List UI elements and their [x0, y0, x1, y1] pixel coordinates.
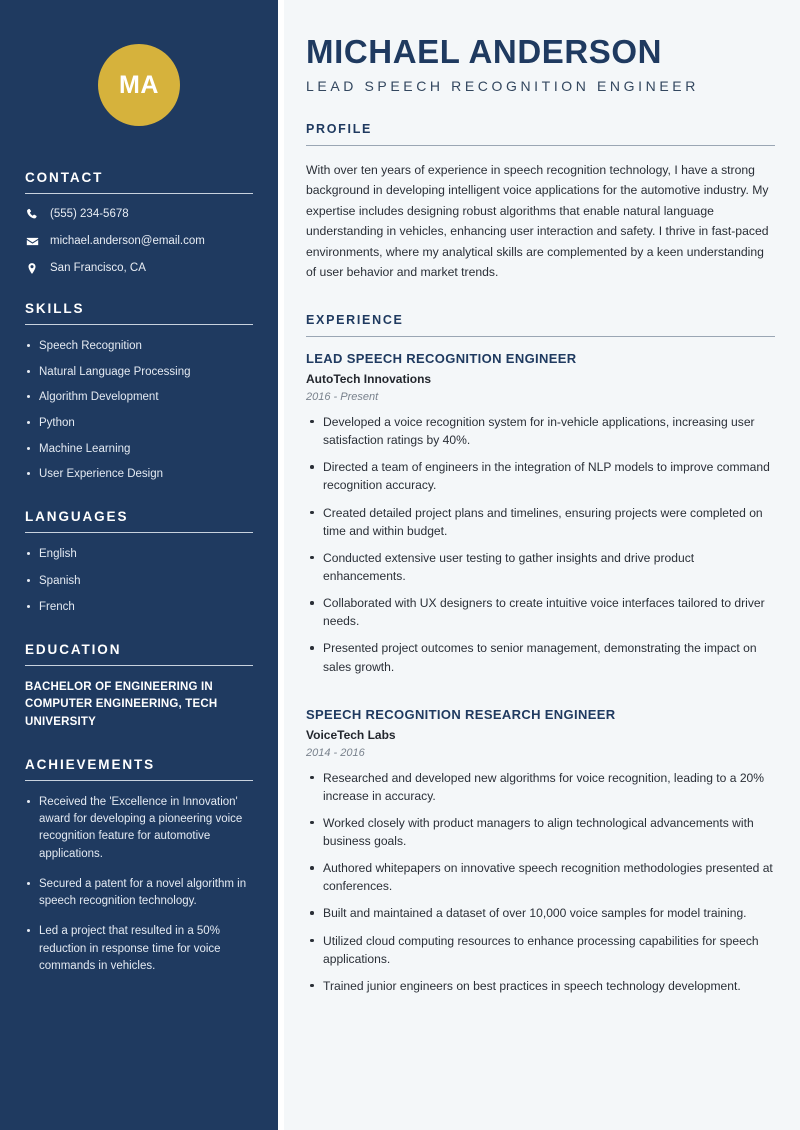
section-experience — [306, 313, 775, 995]
avatar-container — [25, 0, 253, 170]
contact-item-email[interactable] — [25, 234, 253, 248]
list-item: Python — [25, 415, 253, 432]
profile-heading: PROFILE — [306, 121, 373, 136]
avatar-initials: MA — [98, 44, 180, 126]
contact-item-phone[interactable] — [25, 207, 253, 221]
list-item: Spanish — [25, 573, 253, 590]
list-item: Trained junior engineers on best practices in speech technology development. — [306, 977, 775, 995]
profile-divider — [306, 145, 775, 146]
list-item: Secured a patent for a novel algorithm in speech recognition technology. — [25, 876, 253, 911]
list-item: Collaborated with UX designers to create intuitive voice interfaces tailored to driver needs. — [306, 594, 775, 630]
sidebar — [0, 0, 278, 1130]
list-item: User Experience Design — [25, 466, 253, 483]
experience-entry — [306, 707, 775, 995]
main-content — [278, 0, 800, 1130]
job-dates: 2014 - 2016 — [306, 746, 365, 759]
job-company: AutoTech Innovations — [306, 371, 432, 386]
skills-divider — [25, 324, 253, 325]
contact-email-value: michael.anderson@email.com — [50, 235, 205, 247]
list-item: Received the 'Excellence in Innovation' award for developing a pioneering voice recognition feature for automotive applications. — [25, 794, 253, 863]
job-bullets — [306, 769, 775, 995]
list-item: English — [25, 546, 253, 563]
job-bullets — [306, 413, 775, 676]
contact-divider — [25, 193, 253, 194]
map-pin-icon — [25, 261, 39, 275]
education-item: BACHELOR OF ENGINEERING IN COMPUTER ENGINEERING, TECH UNIVERSITY — [25, 681, 218, 728]
list-item: Algorithm Development — [25, 389, 253, 406]
education-divider — [25, 665, 253, 666]
list-item: Presented project outcomes to senior management, demonstrating the impact on sales growth. — [306, 639, 775, 675]
list-item: Natural Language Processing — [25, 364, 253, 381]
job-company: VoiceTech Labs — [306, 727, 396, 742]
envelope-icon — [25, 234, 39, 248]
list-item: Led a project that resulted in a 50% reduction in response time for voice commands in vehicles. — [25, 923, 253, 975]
contact-heading: CONTACT — [25, 170, 104, 185]
phone-icon — [25, 207, 39, 221]
profile-text: With over ten years of experience in speech recognition technology, I have a strong background in developing intelligent voice applications for the automotive industry. My expertise includes designing robust algorithms that enable natural language understanding in vehicles, enhancing user interaction and safety. I thrive in fast-paced environments, where my analytical skills are complemented by a keen understanding of user behavior and market trends. — [306, 162, 769, 280]
page-title: MICHAEL ANDERSON — [306, 33, 663, 70]
achievements-divider — [25, 780, 253, 781]
list-item: Conducted extensive user testing to gather insights and drive product enhancements. — [306, 549, 775, 585]
sidebar-section-contact — [25, 170, 253, 275]
list-item: Speech Recognition — [25, 338, 253, 355]
languages-heading: LANGUAGES — [25, 509, 129, 525]
skills-heading: SKILLS — [25, 301, 85, 316]
list-item: Researched and developed new algorithms for voice recognition, leading to a 20% increase in accuracy. — [306, 769, 775, 805]
languages-list — [25, 546, 253, 616]
experience-heading: EXPERIENCE — [306, 312, 404, 327]
sidebar-section-languages — [25, 509, 253, 616]
contact-location-value: San Francisco, CA — [50, 262, 146, 274]
list-item: Machine Learning — [25, 441, 253, 458]
list-item: Created detailed project plans and timelines, ensuring projects were completed on time and within budget. — [306, 504, 775, 540]
list-item: Utilized cloud computing resources to enhance processing capabilities for speech applications. — [306, 932, 775, 968]
section-profile — [306, 122, 775, 283]
contact-phone-value: (555) 234-5678 — [50, 208, 129, 220]
list-item: Authored whitepapers on innovative speech recognition methodologies presented at conferences. — [306, 859, 775, 895]
skills-list — [25, 338, 253, 483]
contact-item-location[interactable] — [25, 261, 253, 275]
sidebar-section-achievements — [25, 757, 253, 975]
achievements-heading: ACHIEVEMENTS — [25, 756, 156, 772]
experience-divider — [306, 336, 775, 337]
list-item: Built and maintained a dataset of over 10,000 voice samples for model training. — [306, 904, 775, 922]
job-title: LEAD SPEECH RECOGNITION ENGINEER — [306, 350, 577, 366]
job-title: SPEECH RECOGNITION RESEARCH ENGINEER — [306, 706, 616, 722]
list-item: Worked closely with product managers to align technological advancements with business goals. — [306, 814, 775, 850]
education-heading: EDUCATION — [25, 642, 122, 658]
experience-spacer — [306, 693, 775, 707]
achievements-list — [25, 794, 253, 975]
experience-entry — [306, 351, 775, 676]
languages-divider — [25, 532, 253, 533]
list-item: Developed a voice recognition system for in-vehicle applications, increasing user satisfaction ratings by 40%. — [306, 413, 775, 449]
sidebar-section-education — [25, 642, 253, 731]
job-dates: 2016 - Present — [306, 390, 379, 403]
list-item: French — [25, 599, 253, 616]
list-item: Directed a team of engineers in the integration of NLP models to improve command recognition accuracy. — [306, 458, 775, 494]
sidebar-section-skills — [25, 301, 253, 483]
job-subtitle: LEAD SPEECH RECOGNITION ENGINEER — [306, 77, 699, 94]
